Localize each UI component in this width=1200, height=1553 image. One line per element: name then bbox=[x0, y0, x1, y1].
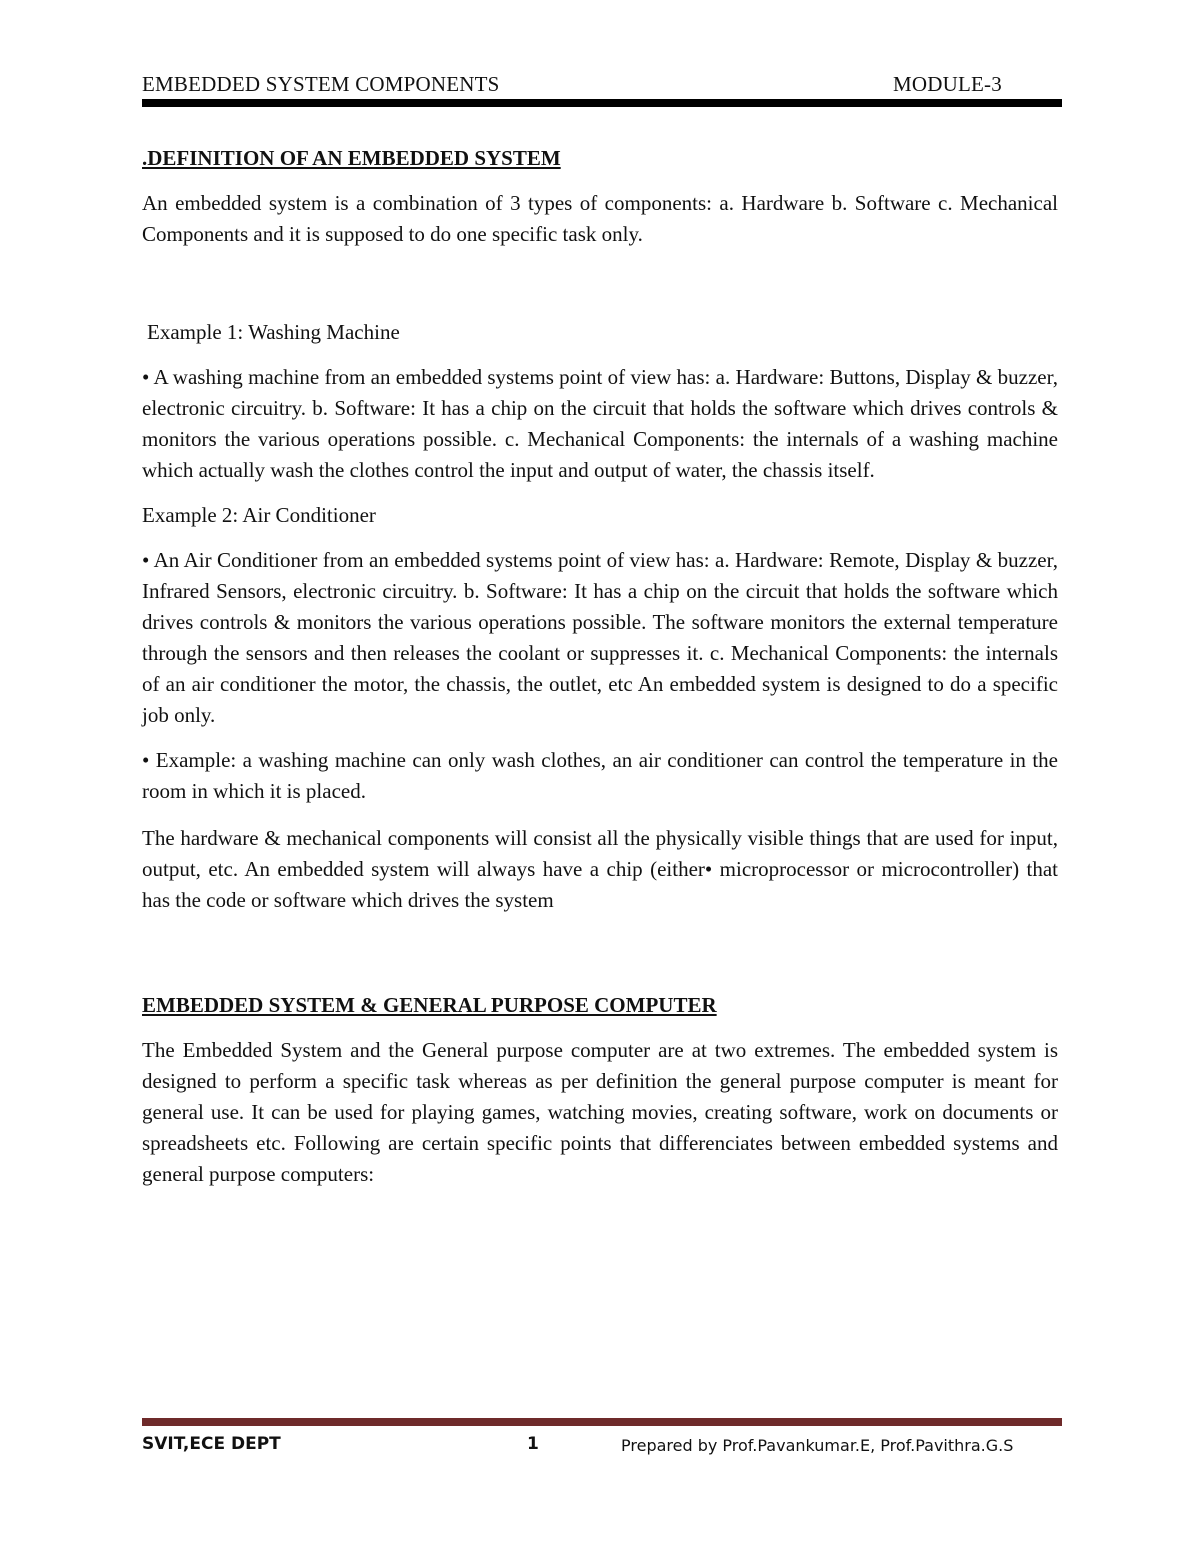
page-number: 1 bbox=[527, 1434, 539, 1454]
footer-department: SVIT,ECE DEPT bbox=[142, 1434, 281, 1454]
example1-paragraph: • A washing machine from an embedded systems point of view has: a. Hardware: Buttons, Display & buzzer, electronic circuitry. b. Software: It has a chip on the circuit that holds the software which drives controls & monitors the various operations possible. c. Mechanical Components: the internals of a washing machine which actually wash the clothes control the input and output of water, the chassis itself. bbox=[142, 365, 1058, 482]
header-divider bbox=[142, 99, 1062, 107]
footer-prepared-by: Prepared by Prof.Pavankumar.E, Prof.Pavithra.G.S bbox=[621, 1436, 1014, 1455]
header-module: MODULE-3 bbox=[893, 72, 1002, 96]
section-heading-comparison: EMBEDDED SYSTEM & GENERAL PURPOSE COMPUTER bbox=[142, 993, 717, 1017]
footer-divider bbox=[142, 1418, 1062, 1426]
closing-paragraph: The hardware & mechanical components will consist all the physically visible things that are used for input, output, etc. An embedded system will always have a chip (either• microprocessor or microcontroller) that has the code or software which drives the system bbox=[142, 826, 1058, 912]
example-paragraph: • Example: a washing machine can only wash clothes, an air conditioner can control the temperature in the room in which it is placed. bbox=[142, 748, 1058, 803]
definition-paragraph: An embedded system is a combination of 3 types of components: a. Hardware b. Software c. Mechanical Components and it is supposed to do one specific task only. bbox=[142, 191, 1058, 246]
document-body bbox=[142, 140, 1058, 1190]
example1-title: Example 1: Washing Machine bbox=[147, 320, 400, 344]
section-heading-definition: .DEFINITION OF AN EMBEDDED SYSTEM bbox=[142, 146, 561, 170]
header-title: EMBEDDED SYSTEM COMPONENTS bbox=[142, 72, 500, 96]
example2-paragraph: • An Air Conditioner from an embedded systems point of view has: a. Hardware: Remote, Display & buzzer, Infrared Sensors, electronic circuitry. b. Software: It has a chip on the circuit that holds the software which drives controls & monitors the various operations possible. The software monitors the external temperature through the sensors and then releases the coolant or suppresses it. c. Mechanical Components: the internals of an air conditioner the motor, the chassis, the outlet, etc An embedded system is designed to do a specific job only. bbox=[142, 548, 1058, 727]
comparison-paragraph: The Embedded System and the General purpose computer are at two extremes. The embedded system is designed to perform a specific task whereas as per definition the general purpose computer is meant for general use. It can be used for playing games, watching movies, creating software, work on documents or spreadsheets etc. Following are certain specific points that differenciates between embedded systems and general purpose computers: bbox=[142, 1038, 1058, 1186]
example2-title: Example 2: Air Conditioner bbox=[142, 503, 376, 527]
